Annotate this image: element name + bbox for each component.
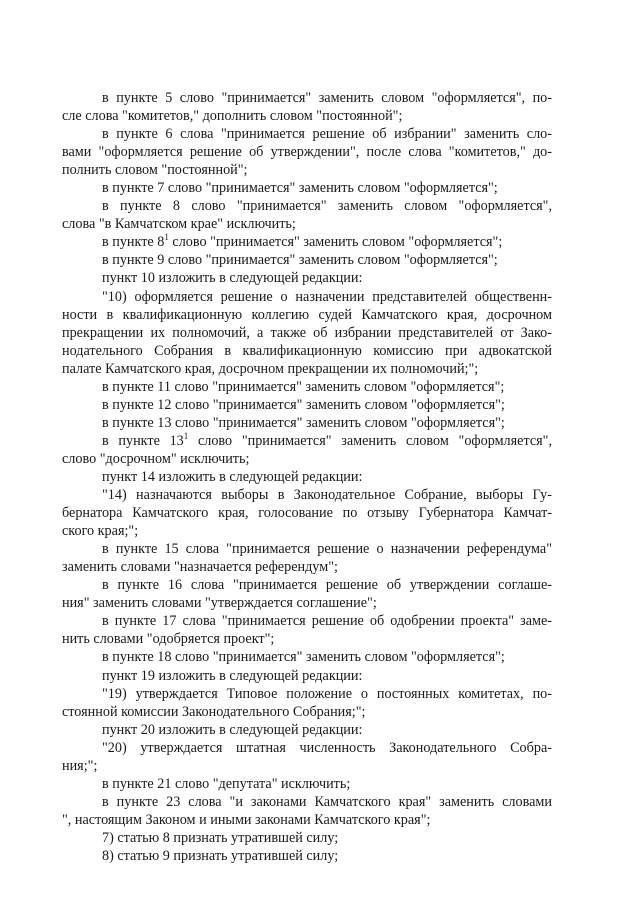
line-text: "10) оформляется решение о назначении представителей общественн- <box>102 288 552 305</box>
line-text: в пункте 13 слово "принимается" заменить словом "оформляется"; <box>102 414 505 431</box>
line-text: в пункте 23 слова "и законами Камчатского края" заменить словами <box>102 793 552 810</box>
text-line <box>62 342 552 360</box>
line-text: ния;"; <box>62 757 98 774</box>
text-line <box>62 486 552 504</box>
line-text: слова "в Камчатском крае" исключить; <box>62 216 296 233</box>
line-text: ского края;"; <box>62 523 139 540</box>
line-text: в пункте 21 слово "депутата" исключить; <box>102 775 351 792</box>
line-text: сле слова "комитетов," дополнить словом "постоянной"; <box>62 108 403 125</box>
line-text: бернатора Камчатского края, голосование по отзыву Губернатора Камчат- <box>62 505 552 522</box>
superscript: 1 <box>164 232 169 243</box>
text-line <box>62 450 552 468</box>
line-text: в пункте 17 слова "принимается решение об одобрении проекта" заме- <box>102 613 552 630</box>
text-line <box>62 233 552 251</box>
line-text: 7) статью 8 признать утратившей силу; <box>102 829 339 846</box>
line-text: в пункте 13 <box>102 432 184 449</box>
line-text: полнить словом "постоянной"; <box>62 162 248 179</box>
line-text: в пункте 5 слово "принимается" заменить словом "оформляется", по- <box>102 90 552 106</box>
text-line <box>62 504 552 522</box>
text-line <box>62 179 552 197</box>
line-text: в пункте 16 слова "принимается решение об утверждении соглаше- <box>102 577 552 594</box>
line-text: в пункте 8 <box>102 234 165 251</box>
text-line <box>62 522 552 540</box>
line-text: нодательного Собрания в квалификационную комиссию при адвокатской <box>62 342 552 359</box>
line-text-continued: слово "принимается" заменить словом "оформляется"; <box>168 234 503 251</box>
line-text: "20) утверждается штатная численность Законодательного Собра- <box>102 739 552 756</box>
text-line <box>62 793 552 811</box>
text-line <box>62 215 552 233</box>
line-text: пункт 14 изложить в следующей редакции: <box>102 468 363 485</box>
text-line <box>62 757 552 775</box>
text-line <box>62 378 552 396</box>
text-line <box>62 667 552 685</box>
line-text: в пункте 7 слово "принимается" заменить словом "оформляется"; <box>102 180 498 197</box>
text-line <box>62 107 552 125</box>
superscript: 1 <box>183 430 189 441</box>
line-text: 8) статью 9 признать утратившей силу; <box>102 847 339 864</box>
text-line <box>62 269 552 287</box>
line-text: пункт 20 изложить в следующей редакции: <box>102 721 363 738</box>
line-text: в пункте 15 слова "принимается решение о назначении референдума" <box>102 541 552 558</box>
line-text: в пункте 8 слово "принимается" заменить словом "оформляется", <box>102 198 552 215</box>
text-line <box>62 703 552 721</box>
line-text: заменить словами "назначается референдум"; <box>62 559 338 576</box>
text-line <box>62 558 552 576</box>
line-text: ", настоящим Законом и иными законами Камчатского края"; <box>62 811 431 828</box>
line-text: ния" заменить словами "утверждается соглашение"; <box>62 595 377 612</box>
text-line <box>62 306 552 324</box>
text-line <box>62 811 552 829</box>
line-text: в пункте 12 слово "принимается" заменить словом "оформляется"; <box>102 396 505 413</box>
line-text: нить словами "одобряется проект"; <box>62 631 275 648</box>
text-line <box>62 594 552 612</box>
text-line <box>62 197 552 215</box>
text-line <box>62 414 552 432</box>
line-text: пункт 10 изложить в следующей редакции: <box>102 270 363 287</box>
text-line <box>62 288 552 306</box>
text-line <box>62 685 552 703</box>
line-text: пункт 19 изложить в следующей редакции: <box>102 667 363 684</box>
text-line <box>62 324 552 342</box>
text-line <box>62 721 552 739</box>
text-line <box>62 630 552 648</box>
text-line <box>62 468 552 486</box>
line-text: в пункте 11 слово "принимается" заменить словом "оформляется"; <box>102 378 505 395</box>
text-line <box>62 648 552 666</box>
text-line <box>62 612 552 630</box>
line-text: вами "оформляется решение об утверждении", после слова "комитетов," до- <box>62 144 552 161</box>
text-line <box>62 143 552 161</box>
text-line <box>62 125 552 143</box>
line-text: в пункте 6 слова "принимается решение об избрании" заменить сло- <box>102 126 552 143</box>
text-line <box>62 360 552 378</box>
line-text: прекращении их полномочий, а также об избрании представителей от Зако- <box>62 324 552 341</box>
text-line <box>62 251 552 269</box>
document-body <box>62 89 552 865</box>
line-text: стоянной комиссии Законодательного Собрания;"; <box>62 703 366 720</box>
text-line <box>62 739 552 757</box>
text-line <box>62 829 552 847</box>
text-line <box>62 161 552 179</box>
line-text-continued: слово "принимается" заменить словом "оформляется", <box>188 432 552 449</box>
line-text: "19) утверждается Типовое положение о постоянных комитетах, по- <box>102 685 552 702</box>
text-line <box>62 540 552 558</box>
line-text: в пункте 18 слово "принимается" заменить словом "оформляется"; <box>102 649 505 666</box>
line-text: в пункте 9 слово "принимается" заменить словом "оформляется"; <box>102 252 498 269</box>
text-line <box>62 432 552 450</box>
text-line <box>62 576 552 594</box>
text-line <box>62 89 552 107</box>
line-text: слово "досрочном" исключить; <box>62 450 250 467</box>
text-line <box>62 396 552 414</box>
line-text: ности в квалификационную коллегию судей Камчатского края, досрочном <box>62 306 552 323</box>
text-line <box>62 775 552 793</box>
text-line <box>62 847 552 865</box>
line-text: "14) назначаются выборы в Законодательное Собрание, выборы Гу- <box>102 487 552 504</box>
line-text: палате Камчатского края, досрочном прекращении их полномочий;"; <box>62 360 479 377</box>
